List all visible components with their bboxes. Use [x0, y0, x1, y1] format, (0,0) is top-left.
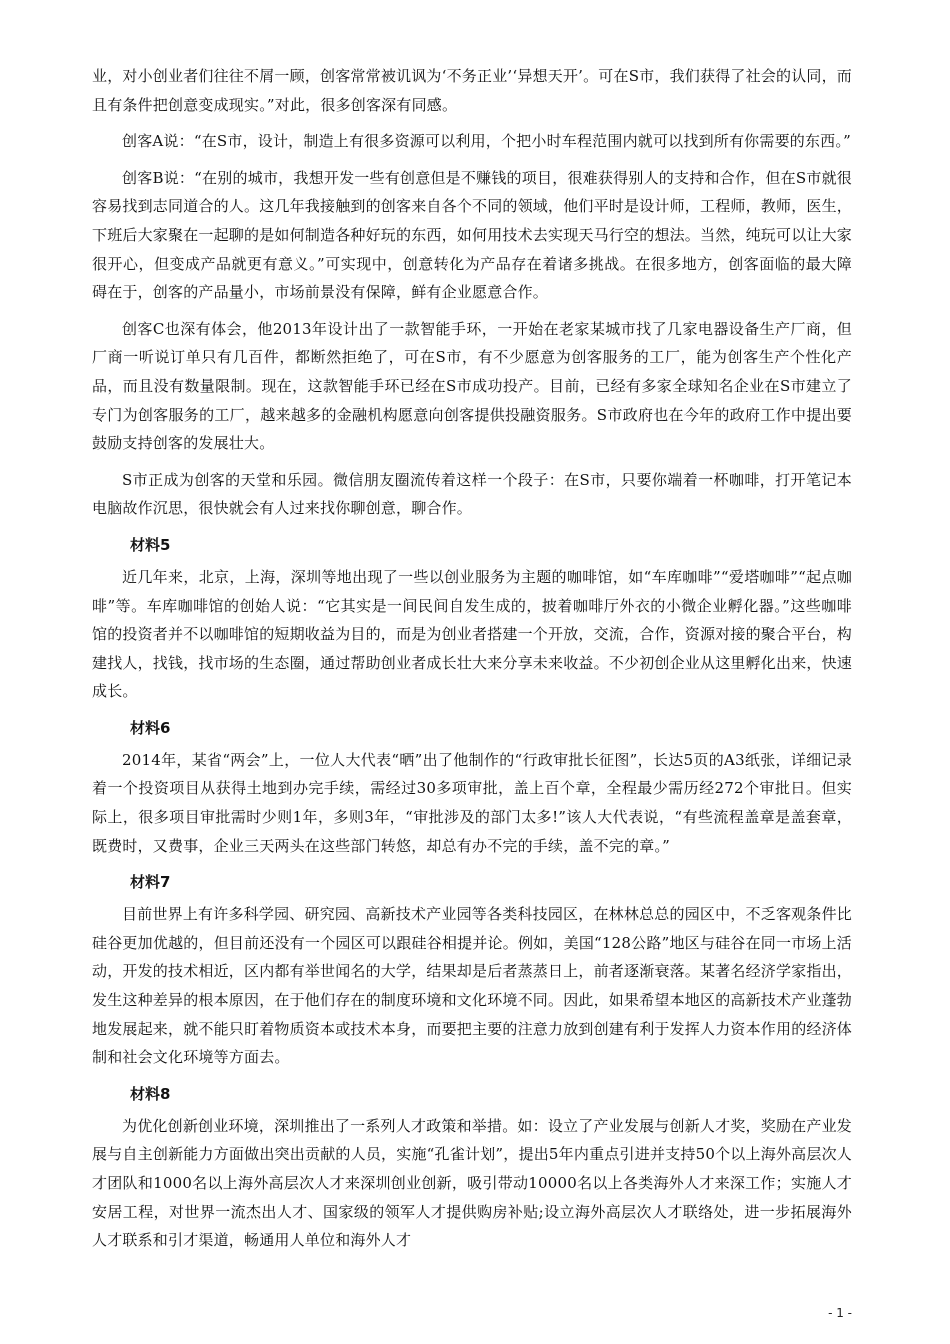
paragraph-maker-b: 创客B说：“在别的城市，我想开发一些有创意但是不赚钱的项目，很难获得别人的支持和合作，但在S市就很容易找到志同道合的人。这几年我接触到的创客来自各个不同的领域，他们平时是设计师，工程师，教师，医生，下班后大家聚在一起聊的是如何制造各种好玩的东西，如何用技术去实现天马行空的想法。当然，纯玩可以让大家很开心，但变成产品就更有意义。”可实现中，创意转化为产品存在着诸多挑战。在很多地方，创客面临的最大障碍在于，创客的产品量小，市场前景没有保障，鲜有企业愿意合作。 [92, 168, 853, 302]
heading-material-8: 材料8 [130, 1084, 171, 1103]
paragraph-material-8: 为优化创新创业环境，深圳推出了一系列人才政策和举措。如：设立了产业发展与创新人才奖，奖励在产业发展与自主创新能力方面做出突出贡献的人员，实施“孔雀计划”，提出5年内重点引进并支持50个以上海外高层次人才团队和1000名以上海外高层次人才来深圳创业创新，吸引带动10000名以上各类海外人才来深工作；实施人才安居工程，对世界一流杰出人才、国家级的领军人才提供购房补贴;设立海外高层次人才联络处，进一步拓展海外人才联系和引才渠道，畅通用人单位和海外人才 [92, 1116, 852, 1250]
heading-material-7: 材料7 [130, 873, 171, 892]
heading-material-6: 材料6 [130, 718, 171, 737]
document-page [92, 62, 852, 1263]
paragraph-material-6: 2014年，某省“两会”上，一位人大代表“晒”出了他制作的“行政审批长征图”，长达5页的A3纸张，详细记录着一个投资项目从获得土地到办完手续，需经过30多项审批，盖上百个章，全程最少需历经272个审批日。但实际上，很多项目审批需时少则1年，多则3年，“审批涉及的部门太多!”该人大代表说，“有些流程盖章是盖套章，既费时，又费事，企业三天两头在这些部门转悠，却总有办不完的手续，盖不完的章。” [92, 750, 852, 855]
paragraph-material-7: 目前世界上有许多科学园、研究园、高新技术产业园等各类科技园区，在林林总总的园区中，不乏客观条件比硅谷更加优越的，但目前还没有一个园区可以跟硅谷相提并论。例如，美国“128公路”地区与硅谷在同一市场上活动，开发的技术相近，区内都有举世闻名的大学，结果却是后者蒸蒸日上，前者逐渐衰落。某著名经济学家指出，发生这种差异的根本原因，在于他们存在的制度环境和文化环境不同。因此，如果希望本地区的高新技术产业蓬勃地发展起来，就不能只盯着物质资本或技术本身，而要把主要的注意力放到创建有利于发挥人力资本作用的经济体制和社会文化环境等方面去。 [92, 905, 853, 1067]
paragraph-s-city: S市正成为创客的天堂和乐园。微信朋友圈流传着这样一个段子：在S市，只要你端着一杯咖啡，打开笔记本电脑故作沉思，很快就会有人过来找你聊创意，聊合作。 [92, 470, 852, 518]
paragraph-material-5: 近几年来，北京，上海，深圳等地出现了一些以创业服务为主题的咖啡馆，如“车库咖啡”“爱塔咖啡”“起点咖啡”等。车库咖啡馆的创始人说：“它其实是一间民间自发生成的，披着咖啡厅外衣的小微企业孵化器。”这些咖啡馆的投资者并不以咖啡馆的短期收益为目的，而是为创业者搭建一个开放，交流，合作，资源对接的聚合平台，构建找人，找钱，找市场的生态圈，通过帮助创业者成长壮大来分享未来收益。不少初创企业从这里孵化出来，快速成长。 [92, 567, 853, 701]
paragraph-continued: 业，对小创业者们往往不屑一顾，创客常常被讥讽为‘不务正业’‘异想天开’。可在S市，我们获得了社会的认同，而且有条件把创意变成现实。”对此，很多创客深有同感。 [92, 67, 852, 114]
paragraph-maker-a: 创客A说：“在S市，设计，制造上有很多资源可以利用，个把小时车程范围内就可以找到所有你需要的东西。” [122, 132, 851, 151]
heading-material-5: 材料5 [130, 535, 171, 554]
paragraph-maker-c: 创客C也深有体会，他2013年设计出了一款智能手环，一开始在老家某城市找了几家电器设备生产厂商，但厂商一听说订单只有几百件，都断然拒绝了，可在S市，有不少愿意为创客服务的工厂，能为创客生产个性化产品，而且没有数量限制。现在，这款智能手环已经在S市成功投产。目前，已经有多家全球知名企业在S市建立了专门为创客服务的工厂，越来越多的金融机构愿意向创客提供投融资服务。S市政府也在今年的政府工作中提出要鼓励支持创客的发展壮大。 [92, 319, 852, 453]
page-number: - 1 - [828, 1306, 852, 1320]
